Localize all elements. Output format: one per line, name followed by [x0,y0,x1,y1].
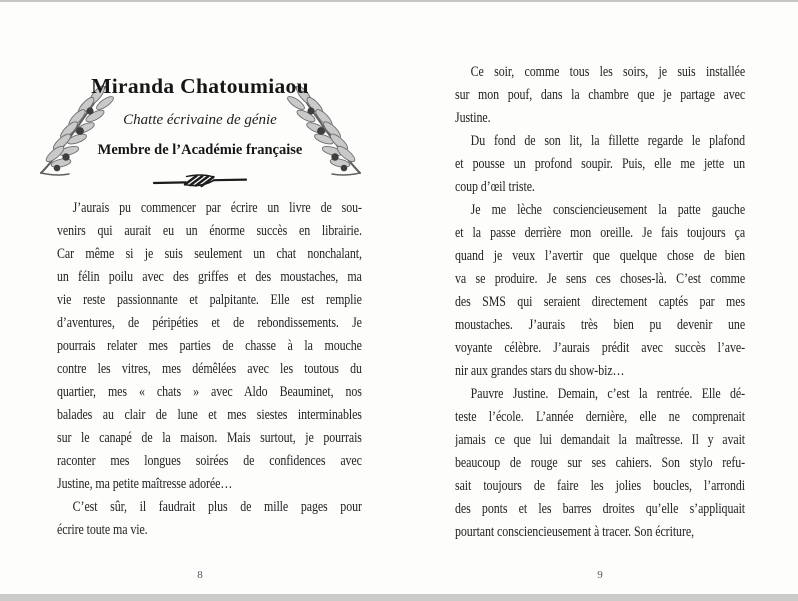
text-line: moustaches. J’aurais très bien pu devenir une [455,317,746,333]
text-line: Pauvre Justine. Demain, c’est la rentrée. Elle dé- [470,386,746,402]
text-line: quand je veux l’avertir que quelque chose de bien [455,248,746,264]
paragraph [57,197,362,496]
text-line: sur le canapé de la maison. Mais surtout, je pourrais [57,430,362,446]
text-line: pourtant consciencieusement à tracer. Son écriture, [455,524,694,540]
text-line: teste l’école. L’année dernière, elle ne comprenait [455,409,746,425]
paragraph [57,496,362,542]
text-line: voyante célèbre. J’aurais prédit avec succès l’ave- [455,340,746,356]
text-line: jamais ce que lui demandait la maîtresse. Il y avait [455,432,746,448]
text-line: nir aux grandes stars du show-biz… [455,363,625,379]
text-line: balades au clair de lune et mes siestes interminables [57,407,362,423]
text-line: Du fond de son lit, la fillette regarde le plafond [470,133,746,149]
left-page-body-text [57,197,362,542]
text-line: un félin poilu avec des griffes et des moustaches, ma [57,269,362,285]
paragraph [455,383,745,544]
text-line: beaucoup de rouge sur ses cahiers. Son stylo refu- [455,455,746,471]
text-line: quartier, mes « chats » avec Aldo Beauminet, nos [57,384,362,400]
text-line: venirs qui aurait eu un énorme succès en librairie. [57,223,362,239]
rope-twist-divider-icon [152,171,248,189]
paragraph [455,130,745,199]
author-title: Miranda Chatoumiaou [91,74,309,98]
text-line: raconter mes longues soirées de confidences avec [57,453,362,469]
page-number-right: 9 [597,569,603,581]
paragraph [455,61,745,130]
author-affiliation: Membre de l’Académie française [97,142,303,158]
text-line: et pousse un profond soupir. Puis, elle me jette un [455,156,746,172]
text-line: Justine, ma petite maîtresse adorée… [57,476,233,492]
text-line: Ce soir, comme tous les soirs, je suis installée [470,64,746,80]
text-line: et la passe derrière mon oreille. Je fais toujours ça [455,225,746,241]
bottom-edge-bar [0,594,798,601]
text-line: des ponts et les barres droites qu’elle s’appliquait [455,501,746,517]
page-number-left: 8 [197,569,203,581]
author-subtitle: Chatte écrivaine de génie [123,112,277,128]
text-line: Car même si je suis seulement un chat nonchalant, [57,246,362,262]
text-line: C’est sûr, il faudrait plus de mille pages pour [72,499,362,515]
text-line: contre les vitres, mes démêlées avec les toutous du [57,361,362,377]
text-line: d’aventures, de péripéties et de rebondissements. Je [57,315,362,331]
text-line: vie reste passionnante et palpitante. Elle est remplie [57,292,362,308]
paragraph [455,199,745,383]
text-line: écrire toute ma vie. [57,522,148,538]
text-line: sur mon pouf, dans la chambre que je partage avec [455,87,746,103]
text-line: Je me lèche consciencieusement la patte gauche [470,202,746,218]
text-line: sait toujours de faire les jolies boucles, l’arrondi [455,478,746,494]
top-edge-line [0,0,798,2]
text-line: pourrais relater mes parties de chasse à la mouche [57,338,362,354]
text-line: Justine. [455,110,491,126]
text-line: des SMS qui seraient directement captés par mes [455,294,746,310]
text-line: J’aurais pu commencer par écrire un livre de sou- [72,200,362,216]
text-line: va se produire. Je sens ces choses-là. C’est comme [455,271,746,287]
text-line: coup d’œil triste. [455,179,535,195]
right-page-body-text [455,61,745,544]
